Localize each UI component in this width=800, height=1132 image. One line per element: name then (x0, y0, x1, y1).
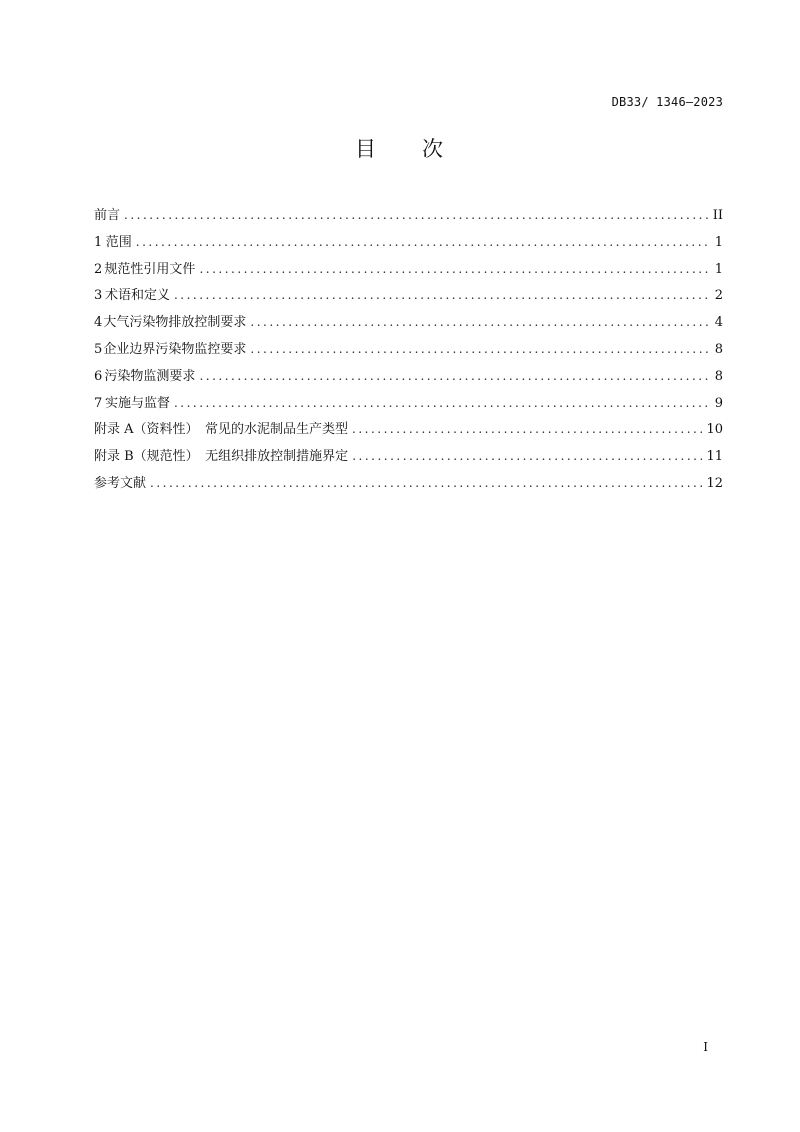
toc-leader-dots (352, 446, 702, 466)
toc-entry-label: 前言 (94, 208, 121, 223)
toc-entry-page: 1 (714, 234, 723, 250)
toc-leader-dots (136, 232, 709, 252)
toc-entry-number: 2 (94, 261, 103, 277)
toc-entry-label: 实施与监督 (104, 395, 170, 411)
toc-entry-label: 术语和定义 (104, 288, 170, 304)
toc-leader-dots (250, 339, 709, 359)
toc-leader-dots (352, 419, 702, 439)
toc-leader-dots (174, 285, 709, 305)
toc-entry-normative-references[interactable] (94, 259, 723, 286)
toc-entry-page: 10 (706, 422, 723, 438)
toc-entry-label: 参考文献 (94, 475, 147, 491)
toc-entry-label: 规范性引用文件 (104, 261, 196, 277)
toc-entry-number: 5 (94, 341, 103, 357)
toc-entry-page: 11 (706, 449, 723, 465)
toc-list (94, 205, 723, 500)
page-number: I (703, 1040, 708, 1054)
toc-entry-number: 4 (94, 315, 103, 331)
toc-leader-dots (124, 205, 709, 225)
toc-leader-dots (199, 366, 709, 386)
toc-leader-dots (250, 312, 709, 332)
toc-entry-page: 8 (714, 368, 723, 384)
toc-entry-label: 企业边界污染物监控要求 (103, 341, 247, 357)
toc-entry-page: 9 (714, 395, 723, 411)
toc-entry-number: 1 (94, 234, 103, 250)
toc-entry-page: 12 (706, 475, 723, 491)
toc-entry-pollutant-monitoring[interactable] (94, 366, 723, 393)
toc-entry-number: 6 (94, 368, 103, 384)
toc-entry-number: 3 (94, 288, 103, 304)
toc-entry-label: 范围 (105, 234, 132, 250)
toc-entry-page: 8 (714, 341, 723, 357)
toc-entry-implementation[interactable] (94, 393, 723, 420)
toc-entry-page: 4 (714, 315, 723, 331)
toc-entry-scope[interactable] (94, 232, 723, 259)
toc-entry-label: 附录 A（资料性） 常见的水泥制品生产类型 (94, 422, 349, 438)
toc-entry-terms-definitions[interactable] (94, 285, 723, 312)
toc-entry-label: 大气污染物排放控制要求 (103, 315, 247, 331)
toc-entry-page: II (712, 208, 723, 223)
toc-title-part2: 次 (422, 137, 445, 161)
toc-title (0, 133, 800, 163)
toc-leader-dots (199, 259, 709, 279)
toc-entry-label: 附录 B（规范性） 无组织排放控制措施界定 (94, 449, 349, 465)
toc-entry-page: 1 (714, 261, 723, 277)
toc-entry-bibliography[interactable] (94, 473, 723, 500)
toc-entry-number: 7 (94, 395, 103, 411)
toc-entry-emission-control[interactable] (94, 312, 723, 339)
toc-title-part1: 目 (355, 137, 378, 161)
toc-leader-dots (150, 473, 702, 493)
toc-entry-boundary-monitoring[interactable] (94, 339, 723, 366)
toc-entry-page: 2 (714, 288, 723, 304)
document-code: DB33/ 1346—2023 (611, 95, 723, 109)
toc-entry-foreword[interactable] (94, 205, 723, 232)
toc-entry-appendix-b[interactable] (94, 446, 723, 473)
toc-entry-appendix-a[interactable] (94, 419, 723, 446)
toc-leader-dots (174, 393, 709, 413)
toc-entry-label: 污染物监测要求 (104, 368, 196, 384)
